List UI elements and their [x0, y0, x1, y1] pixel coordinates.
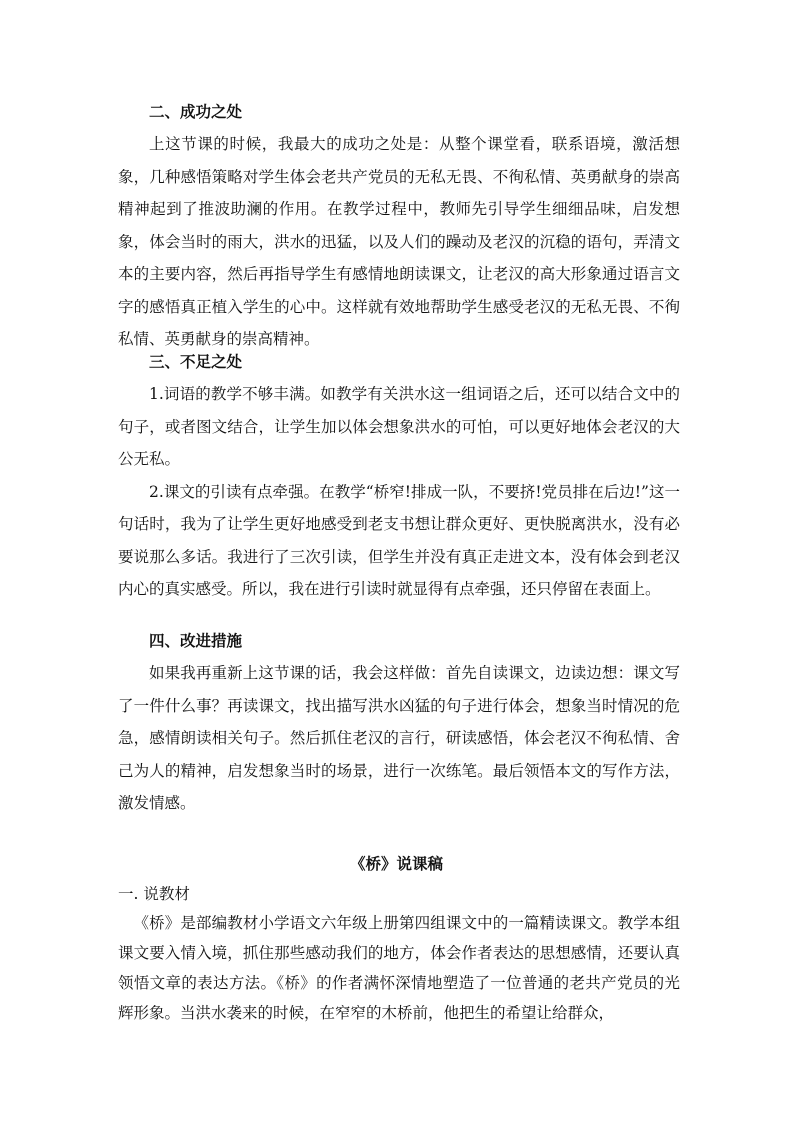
- section-heading-shortcomings: 三、不足之处: [149, 352, 243, 371]
- section-improvements: [118, 625, 680, 820]
- section-heading-success: 二、成功之处: [149, 102, 243, 121]
- paragraph-teaching-material: 《桥》是部编教材小学语文六年级上册第四组课文中的一篇精读课文。教学本组课文要入情入境，抓住那些感动我们的地方，体会作者表达的思想感情，还要认真领悟文章的表达方法。《桥》的作者满怀深情地塑造了一位普通的老共产党员的光辉形象。当洪水袭来的时候，在窄窄的木桥前，他把生的希望让给群众，: [118, 914, 680, 1022]
- paragraph-shortcoming-2: 2.课文的引读有点牵强。在教学“桥窄!排成一队，不要挤!党员排在后边!”这一句话时，我为了让学生更好地感受到老支书想让群众更好、更快脱离洪水，没有必要说那么多话。我进行了三次引读，但学生并没有真正走进文本，没有体会到老汉内心的真实感受。所以，我在进行引读时就显得有点牵强，还只停留在表面上。: [118, 482, 680, 598]
- paragraph-shortcoming-1: 1.词语的教学不够丰满。如教学有关洪水这一组词语之后，还可以结合文中的句子，或者图文结合，让学生加以体会想象洪水的可怕，可以更好地体会老汉的大公无私。: [118, 385, 680, 468]
- section-teaching-material: [118, 880, 680, 1028]
- section-shortcomings: [118, 346, 680, 606]
- document-title: 《桥》说课稿: [349, 854, 443, 873]
- section-success: [118, 96, 680, 356]
- section-heading-teaching-material: 一. 说教材: [118, 885, 190, 903]
- paragraph-success: 上这节课的时候，我最大的成功之处是：从整个课堂看，联系语境，激活想象，几种感悟策略对学生体会老共产党员的无私无畏、不徇私情、英勇献身的崇高精神起到了推波助澜的作用。在教学过程中，教师先引导学生细细品味，启发想象，体会当时的雨大，洪水的迅猛，以及人们的躁动及老汉的沉稳的语句，弄清文本的主要内容，然后再指导学生有感情地朗读课文，让老汉的高大形象通过语言文字的感悟真正植入学生的心中。这样就有效地帮助学生感受老汉的无私无畏、不徇私情、英勇献身的崇高精神。: [118, 135, 680, 348]
- section-heading-improvements: 四、改进措施: [149, 631, 243, 650]
- paragraph-improvements: 如果我再重新上这节课的话，我会这样做：首先自读课文，边读边想：课文写了一件什么事？再读课文，找出描写洪水凶猛的句子进行体会，想象当时情况的危急，感情朗读相关句子。然后抓住老汉的言行，研读感悟，体会老汉不徇私情、舍己为人的精神，启发想象当时的场景，进行一次练笔。最后领悟本文的写作方法，激发情感。: [118, 664, 680, 812]
